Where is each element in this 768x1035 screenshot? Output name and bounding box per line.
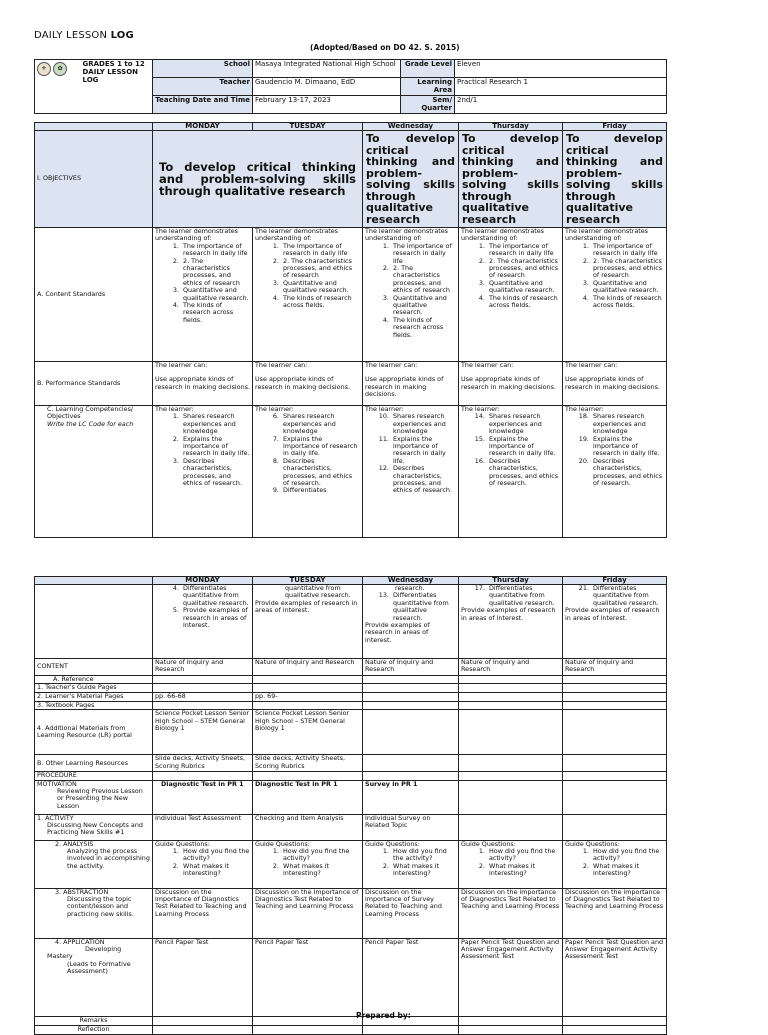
date-value: February 13-17, 2023 [253,96,401,114]
lesson-table-part-2 [34,576,667,1035]
abstraction-label: 3. ABSTRACTION Discussing the topic content/lesson and practicing new skills. [35,888,153,938]
continued-tuesday: quantitative from qualitative research. Provide examples of research in areas of interest. [253,585,363,659]
content-label: CONTENT [35,659,153,676]
teacher-value: Gaudencio M. Dimaano, EdD [253,78,401,96]
objectives-mon-tue: To develop critical thinking and problem-solving skills through qualitative research [153,131,363,228]
motivation-label: MOTIVATION Reviewing Previous Lesson or Presenting the New Lesson [35,780,153,814]
abstraction-friday: Discussion on the importance of Diagnostics Test Related to Teaching and Learning Process [563,888,667,938]
abstraction-wednesday: Discussion on the importance of Survey Related to Teaching and Learning Process [363,888,459,938]
logo-cell [35,60,81,114]
grades-cell: GRADES 1 to 12 DAILY LESSON LOG [81,60,153,114]
learners-material-label: 2. Learner's Material Pages [35,692,153,701]
objectives-label: I. OBJECTIVES [35,131,153,228]
motivation-wednesday: Survey in PR 1 [363,780,459,814]
adopted-note: (Adopted/Based on DO 42. S. 2015) [310,43,460,52]
grade-label: Grade Level [401,60,455,78]
additional-materials-tuesday: Science Pocket Lesson Senior High School – STEM General Biology 1 [253,710,363,755]
analysis-friday: Guide Questions: 1. How did you find the activity? 2. What makes it interesting? [563,840,667,888]
day-header-tuesday-2: TUESDAY [253,577,363,585]
learners-material-monday: pp. 66-68 [153,692,253,701]
abstraction-tuesday: Discussion on the Importance of Diagnostics Test Related to Teaching and Learning Process [253,888,363,938]
activity-label: 1. ACTIVITY Discussing New Concepts and Practicing New Skills #1 [35,814,153,840]
content-tuesday: Nature of Inquiry and Research [253,659,363,676]
header-table [34,59,667,114]
competencies-label: C. Learning Competencies/ Objectives Write the LC Code for each [35,406,153,538]
performance-standards-thursday: The learner can: Use appropriate kinds of research in making decisions. [459,362,563,406]
activity-wednesday: Individual Survey on Related Topic [363,814,459,840]
day-header-monday: MONDAY [153,123,253,131]
competencies-tuesday: The learner: 6. Shares research experiences and knowledge 7. Explains the importance of research in daily life. 8. Describes characteristics, processes, and ethics of research. 9. Differentiates [253,406,363,538]
performance-standards-monday: The learner can: Use appropriate kinds of research in making decisions. [153,362,253,406]
analysis-label: 2. ANALYSIS Analyzing the process involved in accomplishing the activity. [35,840,153,888]
content-friday: Nature of Inquiry and Research [563,659,667,676]
application-wednesday: Pencil Paper Test [363,938,459,1016]
lesson-table-part-1 [34,122,667,538]
day-header-monday-2: MONDAY [153,577,253,585]
area-label: Learning Area [401,78,455,96]
abstraction-monday: Discussion on the importance of Diagnostics Test Related to Teaching and Learning Process [153,888,253,938]
teacher-label: Teacher [153,78,253,96]
analysis-tuesday: Guide Questions: 1. How did you find the activity? 2. What makes it interesting? [253,840,363,888]
performance-standards-wednesday: The learner can: Use appropriate kinds of research in making decisions. [363,362,459,406]
motivation-tuesday: Diagnostic Test in PR 1 [253,780,363,814]
application-monday: Pencil Paper Test [153,938,253,1016]
school-seal-icon: ✿ [53,62,67,76]
sem-value: 2nd/1 [455,96,667,114]
day-header-thursday: Thursday [459,123,563,131]
performance-standards-tuesday: The learner can: Use appropriate kinds of research in making decisions. [253,362,363,406]
continued-wednesday: research. 13. Differentiates quantitative from qualitative research. Provide examples of research in areas of interest. [363,585,459,659]
competencies-thursday: The learner: 14. Shares research experiences and knowledge 15. Explains the importance of research in daily life. 16. Describes characteristics, processes, and ethics of research. [459,406,563,538]
abstraction-thursday: Discussion on the importance of Diagnostics Test Related to Teaching and Learning Process [459,888,563,938]
day-header-tuesday: TUESDAY [253,123,363,131]
day-header-wednesday: Wednesday [363,123,459,131]
day-header-thursday-2: Thursday [459,577,563,585]
deped-seal-icon: ⚜ [37,62,51,76]
date-label: Teaching Date and Time [153,96,253,114]
analysis-wednesday: Guide Questions: 1. How did you find the activity? 2. What makes it interesting? [363,840,459,888]
application-thursday: Paper Pencil Test Question and Answer Engagement Activity Assessment Test [459,938,563,1016]
area-value: Practical Research 1 [455,78,667,96]
other-resources-label: B. Other Learning Resources [35,755,153,772]
other-resources-monday: Slide decks, Activity Sheets, Scoring Rubrics [153,755,253,772]
school-value: Masaya Integrated National High School [253,60,401,78]
reflection-label: Reflection [35,1025,153,1034]
additional-materials-monday: Science Pocket Lesson Senior High School – STEM General Biology 1 [153,710,253,755]
learners-material-tuesday: pp. 69- [253,692,363,701]
motivation-monday: Diagnostic Test in PR 1 [153,780,253,814]
day-header-friday: Friday [563,123,667,131]
continued-thursday: 17. Differentiates quantitative from qualitative research. Provide examples of research in areas of interest. [459,585,563,659]
school-label: School [153,60,253,78]
document-title: DAILY LESSON LOG [34,30,134,41]
additional-materials-label: 4. Additional Materials from Learning Resource (LR) portal [35,710,153,755]
content-standards-label: A. Content Standards [35,228,153,362]
content-monday: Nature of Inquiry and Research [153,659,253,676]
objectives-thursday: To develop critical thinking and problem-solving skills through qualitative research [459,131,563,228]
activity-monday: Individual Test Assessment [153,814,253,840]
remarks-label: Remarks [35,1016,153,1025]
application-friday: Paper Pencil Test Question and Answer Engagement Activity Assessment Test [563,938,667,1016]
content-standards-monday: The learner demonstrates understanding of: 1. The importance of research in daily life 2. 2. The characteristics processes, and ethics of research 3. Quantitative and qualitative research. 4. The kinds of research across fields. [153,228,253,362]
prepared-by: Prepared by: [356,1011,411,1020]
objectives-friday: To develop critical thinking and problem-solving skills through qualitative research [563,131,667,228]
analysis-monday: Guide Questions: 1. How did you find the activity? 2. What makes it interesting? [153,840,253,888]
objectives-wednesday: To develop critical thinking and problem-solving skills through qualitative research [363,131,459,228]
content-standards-thursday: The learner demonstrates understanding of: 1. The importance of research in daily life 2. 2. The characteristics processes, and ethics of research 3. Quantitative and qualitative research. 4. The kinds of research across fields. [459,228,563,362]
competencies-monday: The learner: 1. Shares research experiences and knowledge 2. Explains the importance of research in daily life. 3. Describes characteristics, processes, and ethics of research. [153,406,253,538]
content-standards-friday: The learner demonstrates understanding of: 1. The importance of research in daily life 2. 2. The characteristics processes, and ethics of research 3. Quantitative and qualitative research. 4. The kinds of research across fields. [563,228,667,362]
sem-label: Sem/ Quarter [401,96,455,114]
competencies-friday: The learner: 18. Shares research experiences and knowledge 19. Explains the importance of research in daily life. 20. Describes characteristics, processes, and ethics of research. [563,406,667,538]
competencies-wednesday: The learner: 10. Shares research experiences and knowledge 11. Explains the importance of research in daily life. 12. Describes characteristics, processes, and ethics of research. [363,406,459,538]
corner-cell [35,123,153,131]
textbook-label: 3. Textbook Pages [35,701,153,709]
content-thursday: Nature of Inquiry and Research [459,659,563,676]
reference-label: A. Reference [35,676,153,684]
performance-standards-label: B. Performance Standards [35,362,153,406]
performance-standards-friday: The learner can: Use appropriate kinds of research in making decisions. [563,362,667,406]
application-label: 4. APPLICATION Developing Mastery (Leads to Formative Assessment) [35,938,153,1016]
content-standards-tuesday: The learner demonstrates understanding of: 1. The importance of research in daily life 2. 2. The characteristics processes, and ethics of research 3. Quantitative and qualitative research. 4. The kinds of research across fields. [253,228,363,362]
other-resources-tuesday: Slide decks, Activity Sheets, Scoring Rubrics [253,755,363,772]
content-wednesday: Nature of Inquiry and Research [363,659,459,676]
analysis-thursday: Guide Questions: 1. How did you find the activity? 2. What makes it interesting? [459,840,563,888]
continued-label [35,585,153,659]
grade-value: Eleven [455,60,667,78]
activity-tuesday: Checking and Item Analysis [253,814,363,840]
corner-cell-2 [35,577,153,585]
day-header-wednesday-2: Wednesday [363,577,459,585]
continued-monday: 4. Differentiates quantitative from qualitative research. 5. Provide examples of research in areas of interest. [153,585,253,659]
procedure-label: PROCEDURE [35,772,153,780]
continued-friday: 21. Differentiates quantitative from qualitative research. Provide examples of research in areas of interest. [563,585,667,659]
content-standards-wednesday: The learner demonstrates understanding of: 1. The importance of research in daily life 2. 2. The characteristics processes, and ethics of research 3. Quantitative and qualitative research. 4. The kinds of research across fields. [363,228,459,362]
teachers-guide-label: 1. Teacher's Guide Pages [35,684,153,692]
application-tuesday: Pencil Paper Test [253,938,363,1016]
day-header-friday-2: Friday [563,577,667,585]
